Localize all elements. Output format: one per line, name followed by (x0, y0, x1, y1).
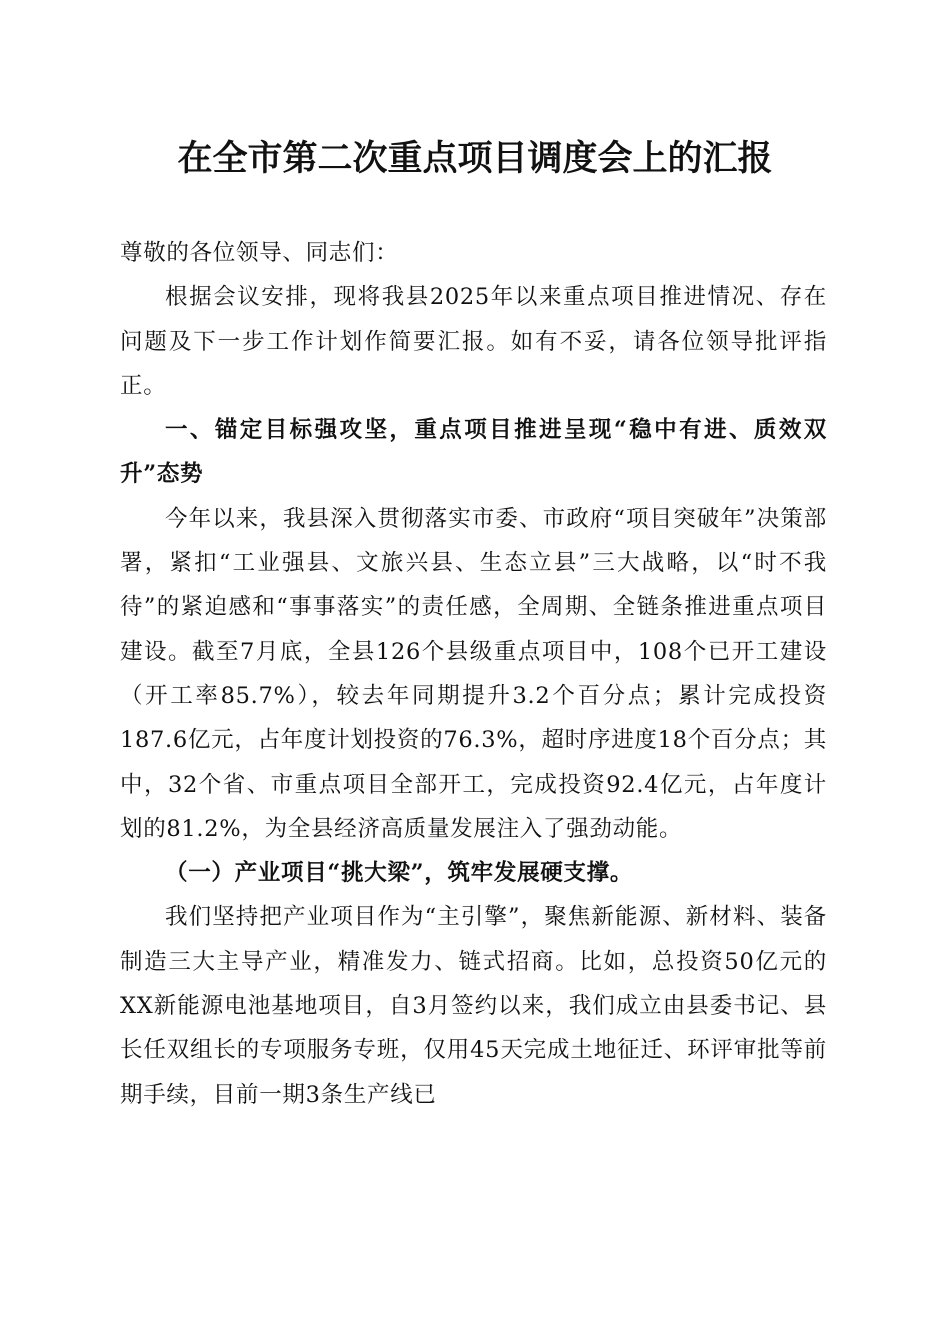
document-title: 在全市第二次重点项目调度会上的汇报 (177, 138, 773, 179)
document-body (120, 231, 827, 1117)
section-1-paragraph: 今年以来，我县深入贯彻落实市委、市政府“项目突破年”决策部署，紧扣“工业强县、文旅兴县、生态立县”三大战略，以“时不我待”的紧迫感和“事事落实”的责任感，全周期、全链条推进重点项目建设。截至7月底，全县126个县级重点项目中，108个已开工建设（开工率85.7%），较去年同期提升3.2个百分点；累计完成投资187.6亿元，占年度计划投资的76.3%，超时序进度18个百分点；其中，32个省、市重点项目全部开工，完成投资92.4亿元，占年度计划的81.2%，为全县经济高质量发展注入了强劲动能。 (120, 505, 827, 842)
section-1-heading: 一、锚定目标强攻坚，重点项目推进呈现“稳中有进、质效双升”态势 (120, 417, 827, 488)
subsection-1-heading: （一）产业项目“挑大梁”，筑牢发展硬支撑。 (165, 860, 634, 887)
intro-paragraph: 根据会议安排，现将我县2025年以来重点项目推进情况、存在问题及下一步工作计划作简要汇报。如有不妥，请各位领导批评指正。 (120, 284, 827, 399)
subsection-1-paragraph: 我们坚持把产业项目作为“主引擎”，聚焦新能源、新材料、装备制造三大主导产业，精准发力、链式招商。比如，总投资50亿元的XX新能源电池基地项目，自3月签约以来，我们成立由县委书记、县长任双组长的专项服务专班，仅用45天完成土地征迁、环评审批等前期手续，目前一期3条生产线已 (120, 904, 827, 1108)
salutation: 尊敬的各位领导、同志们： (120, 240, 399, 266)
